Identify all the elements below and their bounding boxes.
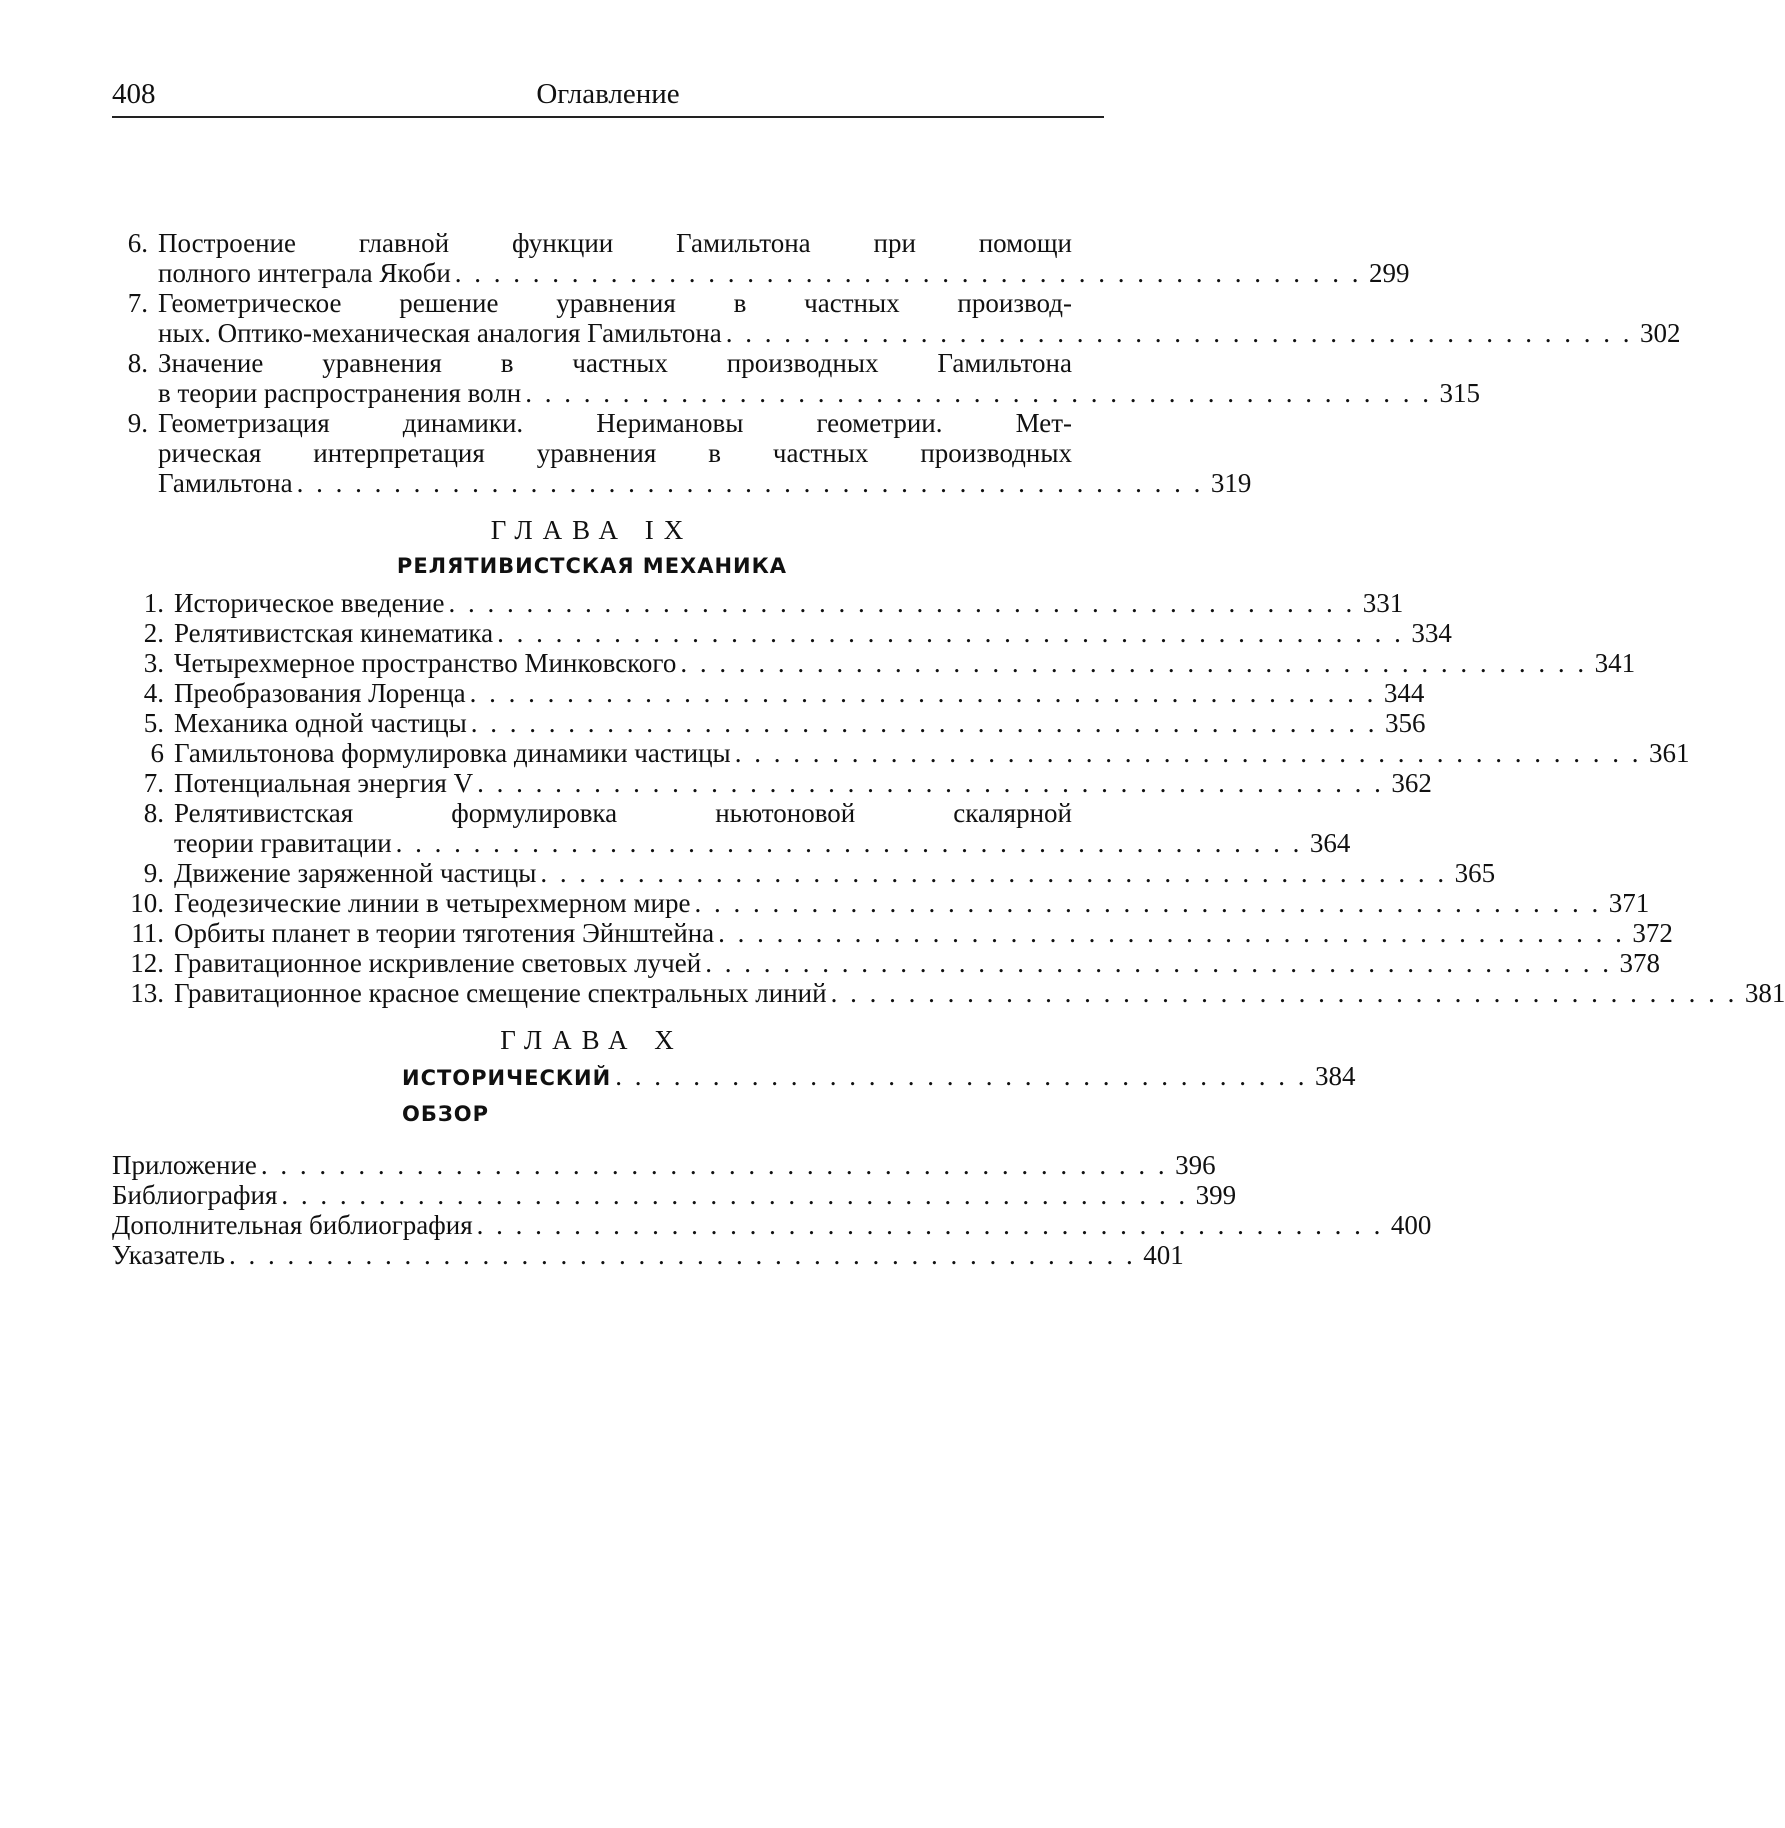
toc-entry-title: Историческое введение [174, 588, 445, 618]
toc-section-chapter-viii-end [112, 228, 1681, 498]
toc-entry[interactable] [112, 768, 1432, 798]
toc-entry-title: Указатель [112, 1240, 225, 1270]
leader-dots: . . . . . . . . . . . . . . . . . . . . . . . . . . . . . . . . . . . . . . . . . . . . . . . [260, 1150, 1168, 1180]
toc-entry-number: 9. [143, 858, 164, 888]
toc-entry-number: 13. [130, 978, 164, 1008]
toc-entry[interactable] [112, 618, 1452, 648]
toc-entry-title: Геодезические линии в четырехмерном мире [174, 888, 691, 918]
toc-page-ref: 381 [1744, 978, 1785, 1008]
toc-entry-title: Гравитационное искривление световых лучей [174, 948, 702, 978]
toc-entry[interactable] [112, 228, 1410, 288]
toc-entry[interactable] [112, 588, 1404, 618]
leader-dots: . . . . . . . . . . . . . . . . . . . . . . . . . . . . . . . . . . . . . . . . . . . . . . . [725, 318, 1633, 348]
toc-entry[interactable] [112, 1240, 1184, 1270]
toc-entry-chapter-x[interactable] [112, 1058, 1356, 1132]
toc-page-ref: 364 [1309, 828, 1351, 858]
leader-dots: . . . . . . . . . . . . . . . . . . . . . . . . . . . . . . . . . . . . . . . . . . . . . . . [497, 618, 1404, 648]
toc-page [112, 72, 1785, 1270]
toc-entry[interactable] [112, 918, 1673, 948]
toc-entry-number: 1. [143, 588, 164, 618]
leader-dots: . . . . . . . . . . . . . . . . . . . . . . . . . . . . . . . . . . . . . . . . . . . . . . . [694, 888, 1602, 918]
toc-entry-text-line: рическая интерпретация уравнения в частных производных [158, 438, 1072, 468]
toc-entry-title: Механика одной частицы [174, 708, 467, 738]
toc-page-ref: 315 [1439, 378, 1480, 408]
toc-page-ref: 372 [1632, 918, 1673, 948]
toc-page-ref: 356 [1385, 708, 1426, 738]
leader-dots: . . . . . . . . . . . . . . . . . . . . . . . . . . . . . . . . . . . . . . . . . . . . . . . [395, 828, 1303, 858]
toc-page-ref: 302 [1640, 318, 1681, 348]
toc-page-ref: 331 [1362, 588, 1404, 618]
toc-section-chapter-ix [112, 588, 1785, 1008]
leader-dots: . . . . . . . . . . . . . . . . . . . . . . . . . . . . . . . . . . . . . . . . . . . . . . . [734, 738, 1642, 768]
toc-entry-number: 6. [127, 228, 148, 258]
toc-entry-title: Преобразования Лоренца [174, 678, 466, 708]
toc-page-ref: 384 [1314, 1061, 1356, 1091]
leader-dots: . . . . . . . . . . . . . . . . . . . . . . . . . . . . . . . . . . . . . . . . . . . . . . . [470, 708, 1378, 738]
toc-entry[interactable] [112, 678, 1425, 708]
leader-dots: . . . . . . . . . . . . . . . . . . . . . . . . . . . . . . . . . . . . . . . . . . . . . . . [540, 858, 1448, 888]
chapter-ix-heading: ГЛАВА IX [490, 515, 694, 545]
toc-entry-number: 4. [143, 678, 164, 708]
toc-entry-text-line: Геометрическое решение уравнения в частных производ- [158, 288, 1072, 318]
toc-entry[interactable] [112, 288, 1681, 348]
toc-entry-title: Дополнительная библиография [112, 1210, 473, 1240]
chapter-x-title: ИСТОРИЧЕСКИЙ ОБЗОР [402, 1066, 612, 1126]
toc-entry-title: Потенциальная энергия V [174, 768, 474, 798]
toc-page-ref: 396 [1175, 1150, 1216, 1180]
toc-page-ref: 400 [1390, 1210, 1432, 1240]
toc-entry[interactable] [112, 1150, 1216, 1180]
toc-entry[interactable] [112, 708, 1426, 738]
toc-entry-title: в теории распространения волн [158, 378, 522, 408]
toc-entry-number: 10. [130, 888, 164, 918]
toc-entry-number: 3. [143, 648, 164, 678]
leader-dots: . . . . . . . . . . . . . . . . . . . . . . . . . . . . . . . . . . . . . . . . . . . . . . . [476, 1210, 1384, 1240]
toc-entry[interactable] [112, 408, 1252, 498]
toc-page-ref: 319 [1210, 468, 1252, 498]
toc-page-ref: 299 [1369, 258, 1410, 288]
toc-entry[interactable] [112, 888, 1650, 918]
leader-dots: . . . . . . . . . . . . . . . . . . . . . . . . . . . . . . . . . . . . . . . . . . . . . . . [705, 948, 1612, 978]
toc-entry-title: полного интеграла Якоби [158, 258, 451, 288]
toc-entry-number: 12. [130, 948, 164, 978]
toc-entry[interactable] [112, 738, 1690, 768]
leader-dots: . . . . . . . . . . . . . . . . . . . . . . . . . . . . . . . . . . . . . . . . . . . . . . . [296, 468, 1204, 498]
toc-entry-number: 11. [131, 918, 164, 948]
leader-dots: . . . . . . . . . . . . . . . . . . . . . . . . . . . . . . . . . . . . . . . . . . . . . . . [477, 768, 1384, 798]
toc-page-ref: 362 [1391, 768, 1432, 798]
toc-entry-number: 2. [143, 618, 164, 648]
leader-dots: . . . . . . . . . . . . . . . . . . . . . . . . . . . . . . . . . . . . . . . . . . . . . . . [228, 1240, 1136, 1270]
toc-page-ref: 401 [1143, 1240, 1184, 1270]
toc-entry-title: Приложение [112, 1150, 257, 1180]
toc-entry-title: Библиография [112, 1180, 278, 1210]
running-title: Оглавление [536, 78, 680, 110]
toc-page-ref: 371 [1608, 888, 1650, 918]
toc-entry[interactable] [112, 948, 1660, 978]
leader-dots: . . . . . . . . . . . . . . . . . . . . . . . . . . . . . . . . . . . . [615, 1061, 1308, 1091]
toc-page-ref: 365 [1454, 858, 1496, 888]
toc-entry-number: 8. [127, 348, 148, 378]
leader-dots: . . . . . . . . . . . . . . . . . . . . . . . . . . . . . . . . . . . . . . . . . . . . . . . [281, 1180, 1189, 1210]
toc-entry-number: 7. [127, 288, 148, 318]
toc-entry[interactable] [112, 348, 1480, 408]
toc-entry-text-line: Значение уравнения в частных производных Гамильтона [158, 348, 1072, 378]
toc-entry-title: Движение заряженной частицы [174, 858, 537, 888]
leader-dots: . . . . . . . . . . . . . . . . . . . . . . . . . . . . . . . . . . . . . . . . . . . . . . . [525, 378, 1432, 408]
toc-entry-title: теории гравитации [174, 828, 392, 858]
leader-dots: . . . . . . . . . . . . . . . . . . . . . . . . . . . . . . . . . . . . . . . . . . . . . . . [469, 678, 1377, 708]
leader-dots: . . . . . . . . . . . . . . . . . . . . . . . . . . . . . . . . . . . . . . . . . . . . . . . [830, 978, 1738, 1008]
toc-page-ref: 334 [1411, 618, 1452, 648]
toc-entry-title: Гамильтонова формулировка динамики частицы [174, 738, 731, 768]
leader-dots: . . . . . . . . . . . . . . . . . . . . . . . . . . . . . . . . . . . . . . . . . . . . . . . [718, 918, 1625, 948]
toc-entry[interactable] [112, 858, 1496, 888]
leader-dots: . . . . . . . . . . . . . . . . . . . . . . . . . . . . . . . . . . . . . . . . . . . . . . . [454, 258, 1362, 288]
chapter-ix-title: РЕЛЯТИВИСТСКАЯ МЕХАНИКА [396, 554, 788, 578]
toc-section-appendices [112, 1150, 1432, 1270]
toc-entry-title: Четырехмерное пространство Минковского [174, 648, 677, 678]
toc-entry-number: 8. [143, 798, 164, 828]
toc-page-ref: 361 [1648, 738, 1690, 768]
toc-entry-text-line: Построение главной функции Гамильтона при помощи [158, 228, 1072, 258]
running-head [112, 72, 1104, 118]
toc-page-ref: 399 [1195, 1180, 1237, 1210]
toc-entry[interactable] [112, 1180, 1237, 1210]
toc-entry-title: Гравитационное красное смещение спектральных линий [174, 978, 827, 1008]
leader-dots: . . . . . . . . . . . . . . . . . . . . . . . . . . . . . . . . . . . . . . . . . . . . . . . [448, 588, 1356, 618]
toc-entry-number: 5. [143, 708, 164, 738]
toc-entry-text-line: Релятивистская формулировка ньютоновой скалярной [174, 798, 1072, 828]
toc-entry[interactable] [112, 648, 1636, 678]
toc-entry-title: Гамильтона [158, 468, 293, 498]
chapter-x-heading: ГЛАВА X [500, 1025, 684, 1055]
toc-entry-title: Орбиты планет в теории тяготения Эйнштейна [174, 918, 715, 948]
toc-entry[interactable] [112, 1210, 1432, 1240]
toc-entry[interactable] [112, 798, 1351, 858]
leader-dots: . . . . . . . . . . . . . . . . . . . . . . . . . . . . . . . . . . . . . . . . . . . . . . . [680, 648, 1588, 678]
toc-entry[interactable] [112, 978, 1785, 1008]
toc-entry-number: 7. [143, 768, 164, 798]
page-number: 408 [112, 78, 156, 110]
toc-entry-title: ных. Оптико-механическая аналогия Гамильтона [158, 318, 722, 348]
toc-page-ref: 344 [1383, 678, 1425, 708]
toc-page-ref: 378 [1619, 948, 1660, 978]
toc-page-ref: 341 [1594, 648, 1636, 678]
toc-entry-number: 9. [127, 408, 148, 438]
toc-entry-text-line: Геометризация динамики. Неримановы геометрии. Мет- [158, 408, 1072, 438]
toc-entry-title: Релятивистская кинематика [174, 618, 494, 648]
toc-entry-number: 6 [150, 738, 164, 768]
